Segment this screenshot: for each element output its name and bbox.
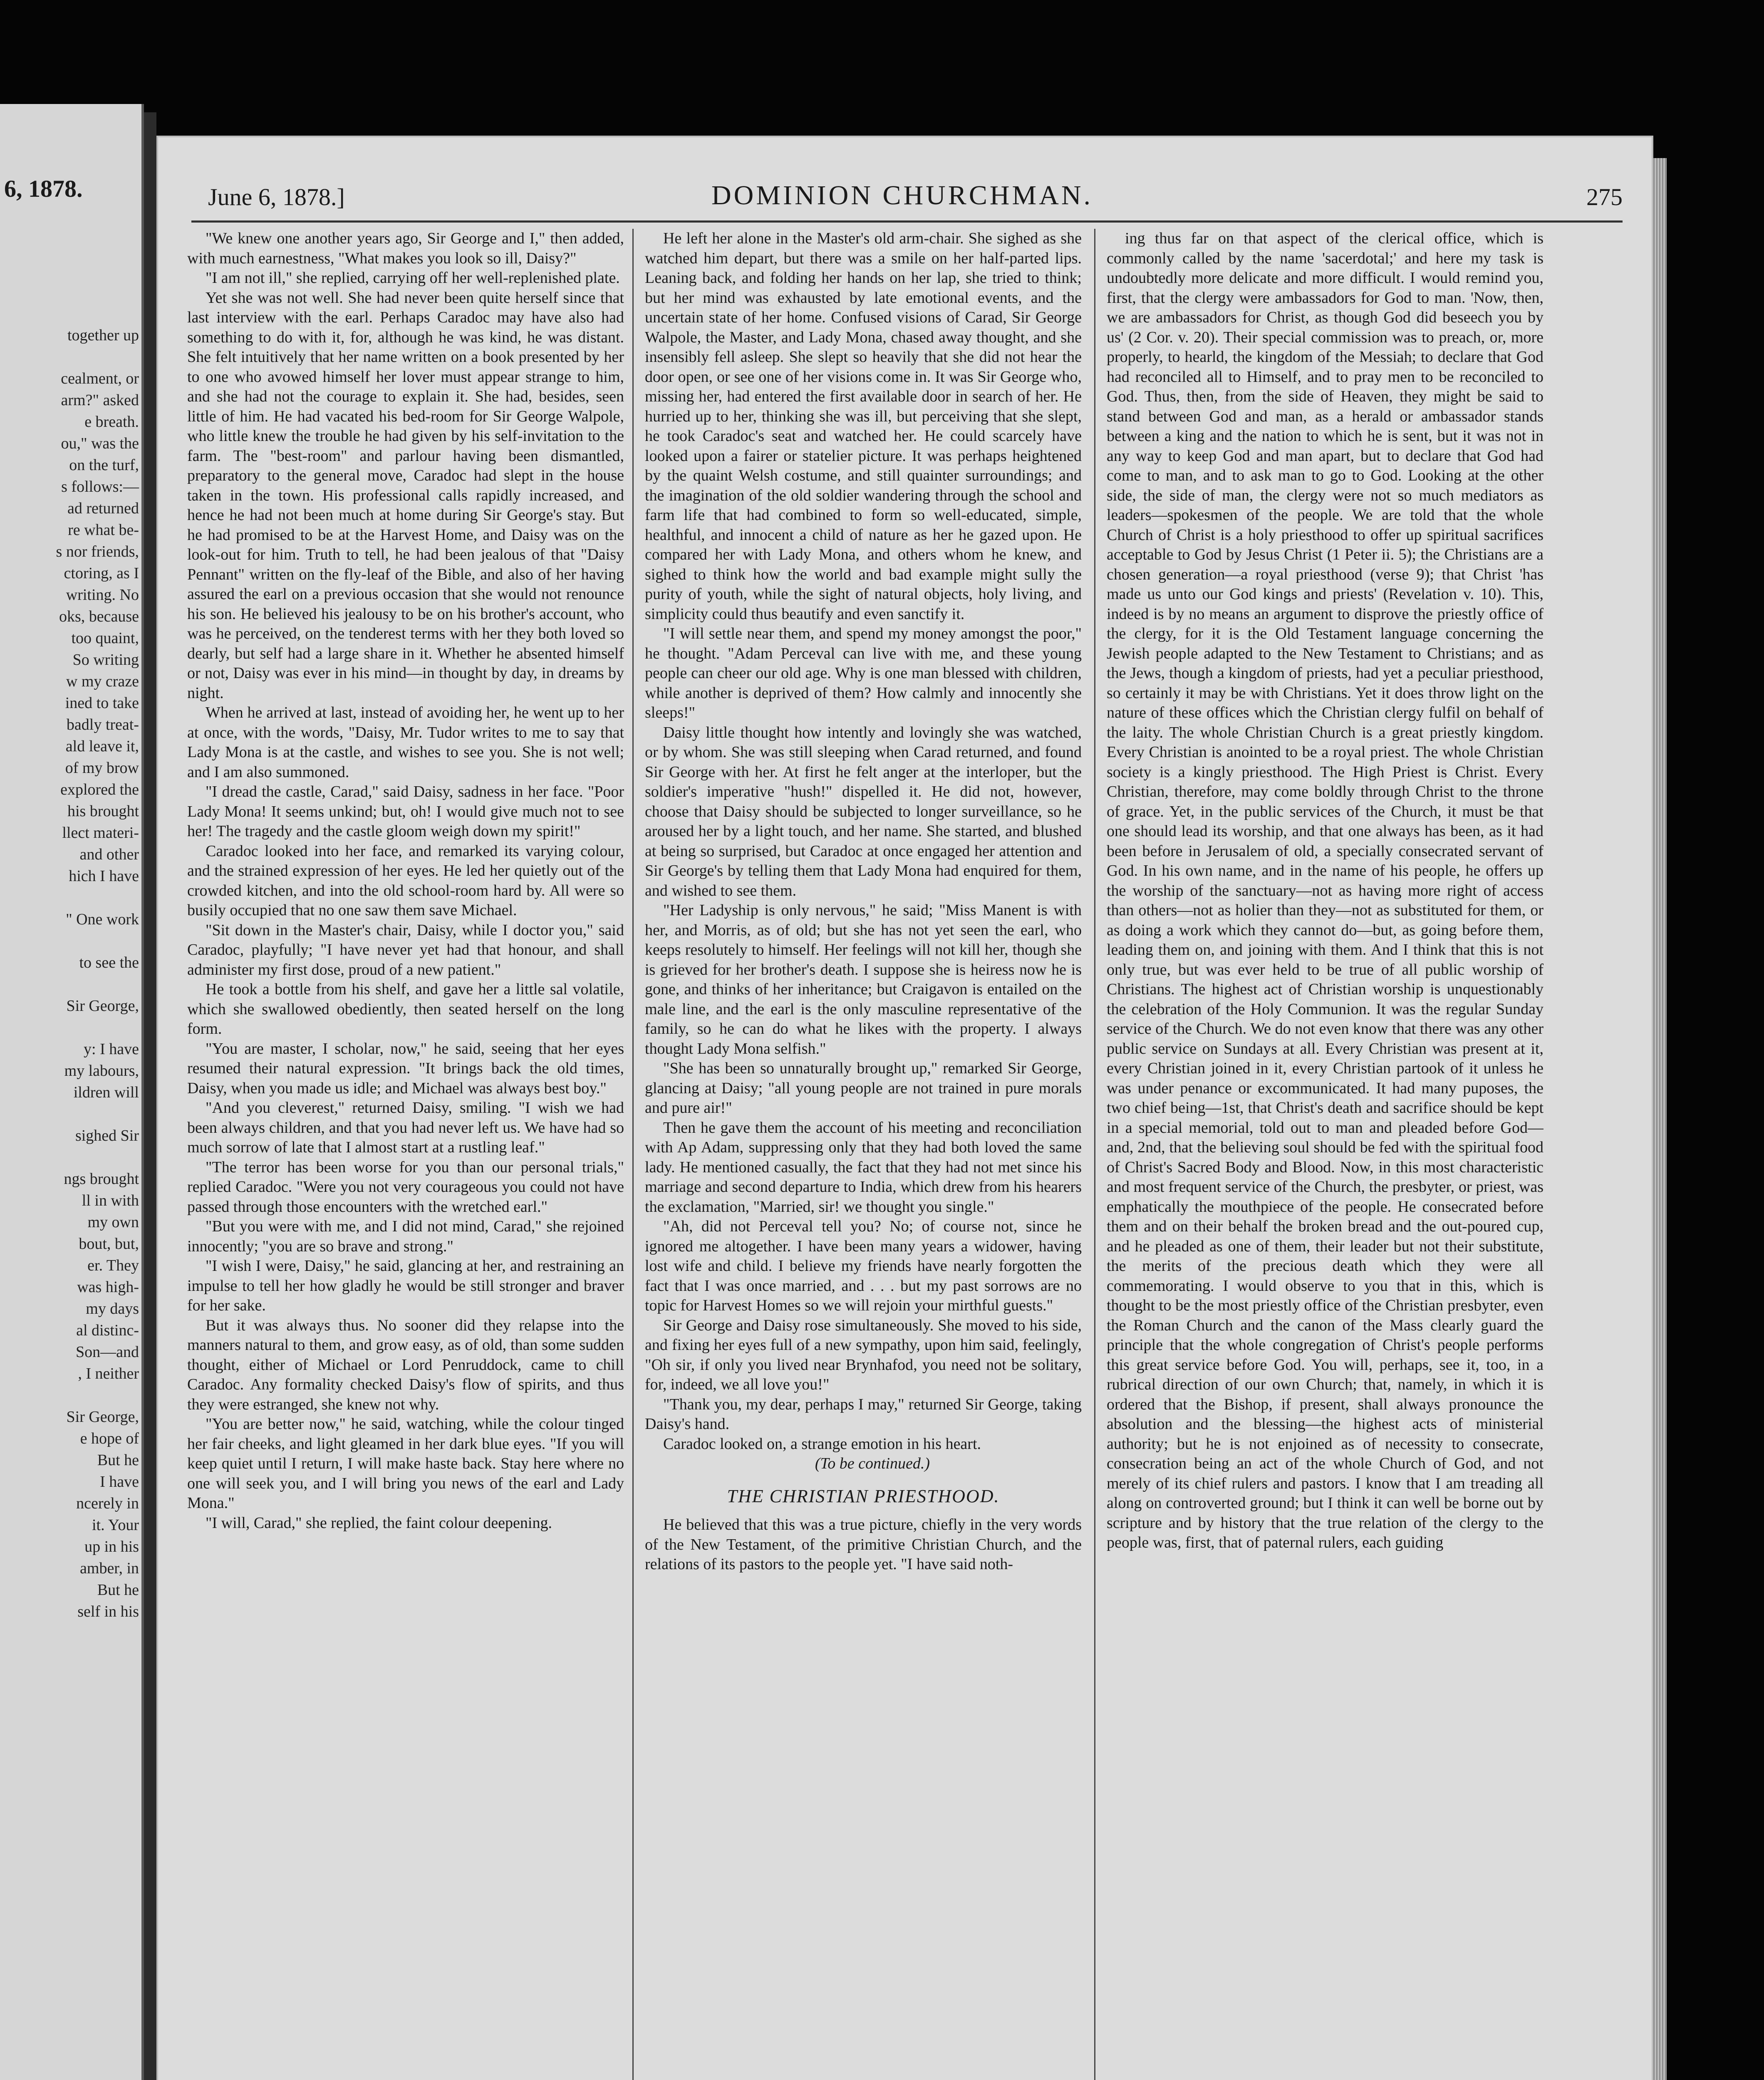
- masthead-title: DOMINION CHURCHMAN.: [711, 180, 1093, 210]
- paragraph: He believed that this was a true picture, chiefly in the very words of the New Testament, of the primitive Christian Church, and the relations of its pastors to the people yet. "I have said noth-: [645, 1516, 1082, 1573]
- previous-page-line: er. They: [87, 1257, 139, 1274]
- paragraph: "I am not ill," she replied, carrying off her well-replenished plate.: [206, 269, 620, 287]
- previous-page-line: ngs brought: [64, 1170, 139, 1188]
- previous-page-line: bout, but,: [79, 1235, 139, 1253]
- book-spine: [144, 112, 156, 2080]
- previous-page-line: and other: [79, 846, 139, 863]
- paragraph: When he arrived at last, instead of avoiding her, he went up to her at once, with the words, "Daisy, Mr. Tudor writes to me to say that Lady Mona is at the castle, and wishes to see you. She is not well; and I am also summoned.: [187, 704, 624, 781]
- previous-page-line: ined to take: [65, 694, 139, 712]
- paragraph: "I dread the castle, Carad," said Daisy, sadness in her face. "Poor Lady Mona! It seems unkind; but, oh! I would give much not to see her! The tragedy and the castle gloom weigh down my spirit!": [187, 783, 624, 840]
- previous-page-line: hich I have: [69, 867, 139, 885]
- previous-page-line: my labours,: [64, 1062, 139, 1080]
- previous-page-line: badly treat-: [66, 716, 139, 733]
- previous-page-line: my days: [86, 1300, 139, 1317]
- to-be-continued: (To be continued.): [815, 1455, 930, 1472]
- previous-page-line: , I neither: [78, 1365, 139, 1382]
- previous-page-line: ctoring, as I: [64, 565, 139, 582]
- previous-page-line: [2, 346, 139, 368]
- previous-page-line: amber, in: [80, 1560, 139, 1577]
- paragraph: "We knew one another years ago, Sir George and I," then added, with much earnestness, "What makes you look so ill, Daisy?": [187, 230, 624, 267]
- paragraph: Yet she was not well. She had never been quite herself since that last interview with the earl. Perhaps Caradoc may have also had something to do with it, for, although he was kind, he was distant. She felt intuitively that her name written on a book presented by her to one who avowed himself her lover must appear strange to him, and she had not the courage to explain it. She had, besides, seen little of him. He had vacated his bed-room for Sir George Walpole, who little knew the trouble he had given by his self-invitation to the farm. The "best-room" and parlour having been dismantled, preparatory to the general move, Caradoc had slept in the house taken in the town. His professional calls rapidly increased, and hence he had not been much at home during Sir George's stay. But he had promised to be at the Harvest Home, and Daisy was on the look-out for him. Truth to tell, he had been jealous of that "Daisy Pennant" written on the fly-leaf of the Bible, and also of her having assured the earl on a previous occasion that she would not renounce his son. He believed his jealousy to be on his brother's account, who was he perceived, on the tenderest terms with her they both loved so dearly, but self had a large share in it. Whether he absented himself or not, Daisy was ever in his mind—in thought by day, in dreams by night.: [187, 289, 624, 702]
- paragraph: "Ah, did not Perceval tell you? No; of course not, since he ignored me altogether. I have been many years a widower, having lost wife and child. I believe my friends have nearly forgotten the fact that I was once married, and . . . but my past sorrows are no topic for Harvest Homes so we will rejoin your mirthful guests.": [645, 1218, 1082, 1314]
- paragraph: He left her alone in the Master's old arm-chair. She sighed as she watched him depart, but there was a smile on her half-parted lips. Leaning back, and folding her hands on her lap, she tried to think; but her mind was exhausted by late emotional events, and the uncertain state of her home. Confused visions of Carad, Sir George Walpole, the Master, and Lady Mona, chased away thought, and she insensibly fell asleep. She slept so heavily that she did not hear the door open, or see one of her visions come in. It was Sir George who, missing her, had entered the first available door in search of her. He hurried up to her, thinking she was ill, but perceiving that she slept, he took Caradoc's seat and watched her. He could scarcely have looked upon a fairer or statelier picture. It was perhaps heightened by the quaint Welsh costume, and still quainter surroundings; and the imagination of the old soldier wandering through the school and farm life that had combined to form so well-educated, simple, healthful, and innocent a child of nature as her he gazed upon. He compared her with Lady Mona, and others whom he knew, and sighed to think how the world and bad example might sully the purity of youth, while the sight of natural objects, holy living, and simplicity could thus beautify and even sanctify it.: [645, 230, 1082, 623]
- previous-page-line: ad returned: [67, 500, 139, 517]
- previous-page-line: self in his: [77, 1603, 139, 1620]
- column-divider-1: [632, 229, 634, 2080]
- previous-page-line: s follows:—: [61, 478, 139, 495]
- previous-page-line: Sir George,: [66, 997, 139, 1015]
- previous-page-line: But he: [97, 1451, 139, 1469]
- previous-page-line: explored the: [60, 781, 139, 798]
- paragraph: ing thus far on that aspect of the clerical office, which is commonly called by the name 'sacerdotal;' and here my task is undoubtedly more delicate and more difficult. I would remind you, first, that the clergy were ambassadors for God to man. 'Now, then, we are ambassadors for Christ, as though God did beseech you by us' (2 Cor. v. 20). Their special commission was to preach, or, more properly, to hearld, the kingdom of the Messiah; to declare that God had reconciled all to Himself, and to pray men to be reconciled to God. Thus, then, from the side of Heaven, they might be said to stand between God and man, as a herald or ambassador stands between a king and the nation to which he is sent, but it was not in any way to keep God and man apart, but to declare that God had come to man, and to ask man to go to God. Looking at the other side, the side of man, the clergy were not so much mediators as leaders—spokesmen of the people. We are told that the whole Church of Christ is a holy priesthood to offer up spiritual sacrifices acceptable to God by Jesus Christ (1 Peter ii. 5); the Christians are a chosen generation—a royal priesthood (verse 9); that Christ 'has made us unto our God kings and priests' (Revelation v. 10). This, indeed is by no means an argument to disprove the priestly office of the clergy, for it is the Old Testament language concerning the Jewish people adapted to the New Testament to Christians; and as the Jews, though a kingdom of priests, had yet a peculiar priesthood, so certainly it may be with Christians. Yet it does throw light on the nature of these offices which the Christian clergy fulfil on behalf of the laity. The whole Christian Church is a great priestly kingdom. Every Christian is anointed to be a royal priest. The whole Christian society is a kingly priesthood. The High Priest is Christ. Every Christian, therefore, may come boldly through Christ to the throne of grace. Yet, in the public services of the Church, it must be that one should lead its worship, and that one always has been, as it had been before in Jerusalem of old, a specially consecrated servant of God. In his own name, and in the name of his people, he offers up the worship of the sanctuary—not as having more right of access than others—not as holier than they—not as substituted for them, or as doing a work which they cannot do—but, as going before them, leading them on, and joining with them. And I think that this is not only true, but was ever held to be true of all public worship of Christians. The highest act of Christian worship is unquestionably the celebration of the Holy Communion. It was the regular Sunday service of the Church. We do not even know that there was any other public service on Sundays at all. Every Christian was present at it, every Christian joined in it, every Christian partook of it unless he was under penance or excommunicated. It had many puposes, the two chief being—1st, that Christ's death and sacrifice should be kept in a special memorial, told out to man and pleaded before God—and, 2nd, that the believing soul should be fed with the spiritual food of Christ's Sacred Body and Blood. Now, in this most characteristic and most frequent service of the Church, the presbyter, or priest, was emphatically the mouthpiece of the people. He consecrated before them and on their behalf the broken bread and the out-poured cup, and he pleaded as one of them, their leader but not their substitute, the merits of the precious death which they were all commemorating. I would observe to you that in this, which is thought to be the most priestly office of the Christian presbyter, even the Roman Church and the canon of the Mass clearly guard the principle that the whole congregation of Christ's people performs this great service before God. You will, perhaps, see it, too, in a rubrical direction of our own Church; that, namely, in which it is ordered that the Bishop, if present, shall always pronounce the absolution and the blessing—the highest acts of ministerial authority; but he is not enjoined as of necessity to consecrate, consecration being an act of the whole Church of God, and not merely of its chief rulers and pastors. I know that I am treading all along on controverted ground; but I think it can well be borne out by scripture and by history that the true relation of the clergy to the people was, first, that of paternal rulers, each guiding: [1107, 230, 1544, 1551]
- paragraph: "And you cleverest," returned Daisy, smiling. "I wish we had been always children, and that you had never left us. We have had so much sorrow of late that I almost start at a rustling leaf.": [187, 1099, 624, 1156]
- paragraph: "Thank you, my dear, perhaps I may," returned Sir George, taking Daisy's hand.: [645, 1395, 1082, 1433]
- previous-page-line: [2, 1103, 139, 1125]
- article-body: [645, 1515, 1082, 1575]
- previous-page-line: my own: [87, 1213, 139, 1231]
- previous-page-folio: 6, 1878.: [4, 175, 83, 202]
- paragraph: But it was always thus. No sooner did they relapse into the manners natural to them, and grow easy, as of old, than some sudden thought, either of Michael or Lord Penruddock, came to chill Caradoc. Any formality checked Daisy's flow of spirits, and thus they were estranged, she knew not why.: [187, 1316, 624, 1413]
- paragraph: Then he gave them the account of his meeting and reconciliation with Ap Adam, suppressing only that they had both loved the same lady. He mentioned casually, the fact that they had not met since his marriage and second departure to India, which drew from his hearers the exclamation, "Married, sir! we thought you single.": [645, 1119, 1082, 1216]
- previous-page-line: I have: [100, 1473, 139, 1491]
- previous-page-line: sighed Sir: [75, 1127, 139, 1144]
- column-divider-2: [1094, 229, 1095, 2080]
- header-rule: [191, 220, 1623, 223]
- previous-page-line: [2, 1146, 139, 1168]
- previous-page-line: writing. No: [66, 586, 139, 604]
- previous-page-line: it. Your: [92, 1516, 139, 1534]
- previous-page-line: together up: [67, 327, 139, 344]
- paragraph: "You are better now," he said, watching, while the colour tinged her fair cheeks, and light gleamed in her dark blue eyes. "If you will keep quiet until I return, I will make haste back. Stay here where no one will seek you, and I will bring you news of the earl and Lady Mona.": [187, 1415, 624, 1512]
- previous-page-line: [2, 930, 139, 952]
- paragraph: "She has been so unnaturally brought up," remarked Sir George, glancing at Daisy; "all young people are not trained in pure morals and pure air!": [645, 1060, 1082, 1117]
- previous-page-line: y: I have: [84, 1040, 139, 1058]
- paragraph: Caradoc looked on, a strange emotion in his heart.: [663, 1435, 981, 1453]
- newspaper-page: [158, 137, 1652, 2080]
- paragraph: "I wish I were, Daisy," he said, glancing at her, and restraining an impulse to tell her how gladly he would be still stronger and braver for her sake.: [187, 1257, 624, 1314]
- paragraph: "I will settle near them, and spend my money amongst the poor," he thought. "Adam Perceval can live with me, and these young people can cheer our old age. Why is one man blessed with children, while another is deprived of them? How calmly and innocently she sleeps!": [645, 625, 1082, 721]
- page-edge: [1652, 158, 1667, 2080]
- paragraph: Caradoc looked into her face, and remarked its varying colour, and the strained expression of her eyes. He led her quietly out of the crowded kitchen, and into the old school-room hard by. All were so busily occupied that no one saw them save Michael.: [187, 842, 624, 919]
- previous-page-line: Sir George,: [66, 1408, 139, 1426]
- previous-page-line: llect materi-: [62, 824, 139, 842]
- previous-page-line: ll in with: [82, 1192, 139, 1209]
- previous-page-line: al distinc-: [76, 1322, 139, 1339]
- previous-page-line: [2, 1384, 139, 1406]
- previous-page-line: arm?" asked: [61, 391, 139, 409]
- paragraph: He took a bottle from his shelf, and gave her a little sal volatile, which she swallowed obediently, then seated herself on the long form.: [187, 981, 624, 1038]
- previous-page-line: [2, 1017, 139, 1038]
- previous-page-line: cealment, or: [61, 370, 139, 387]
- previous-page-line: e hope of: [80, 1430, 139, 1447]
- previous-page-line: too quaint,: [71, 629, 139, 647]
- previous-page-line: was high-: [77, 1278, 139, 1296]
- previous-page-line: ildren will: [73, 1084, 139, 1101]
- paragraph: "I will, Carad," she replied, the faint colour deepening.: [206, 1514, 552, 1532]
- previous-page-line: oks, because: [59, 608, 139, 625]
- column-1: [187, 229, 624, 2080]
- previous-page-line: w my craze: [66, 673, 139, 690]
- previous-page-line: re what be-: [68, 521, 139, 539]
- previous-page-line: e breath.: [84, 413, 139, 431]
- paragraph: "Sit down in the Master's chair, Daisy, while I doctor you," said Caradoc, playfully; "I have never yet had that honour, and shall administer my first dose, proud of a new patient.": [187, 921, 624, 978]
- paragraph: Sir George and Daisy rose simultaneously. She moved to his side, and fixing her eyes full of a new sympathy, upon him said, feelingly, "Oh sir, if only you lived near Brynhafod, you need not be solitary, for, indeed, we all love you!": [645, 1316, 1082, 1393]
- previous-page-line: up in his: [84, 1538, 139, 1555]
- paragraph: Daisy little thought how intently and lovingly she was watched, or by whom. She was still sleeping when Carad returned, and found Sir George with her. At first he felt anger at the interloper, but the soldier's imperative "hush!" dispelled it. He did not, however, choose that Daisy should be subjected to longer surveillance, so he aroused her by a light touch, and her name. She started, and blushed at being so surprised, but Caradoc at once engaged her attention and Sir George's by telling them that Lady Mona had enquired for them, and wished to see them.: [645, 723, 1082, 899]
- paragraph: "The terror has been worse for you than our personal trials," replied Caradoc. "Were you not very courageous you could not have passed through those encounters with the wretched earl.": [187, 1158, 624, 1216]
- column-3: [1107, 229, 1544, 2080]
- article-heading: THE CHRISTIAN PRIESTHOOD.: [727, 1486, 1000, 1506]
- previous-page-fragment: [0, 104, 144, 2080]
- previous-page-line: to see the: [79, 954, 139, 971]
- page-header: [191, 175, 1623, 212]
- previous-page-line: on the turf,: [69, 456, 139, 474]
- previous-page-line: ou," was the: [61, 435, 139, 452]
- previous-page-line: his brought: [67, 802, 139, 820]
- previous-page-line: ald leave it,: [65, 738, 139, 755]
- previous-page-line: " One work: [66, 911, 139, 928]
- paragraph: "Her Ladyship is only nervous," he said; "Miss Manent is with her, and Morris, as of old; but she has not yet seen the earl, who keeps resolutely to himself. Her feelings will not kill her, though she is grieved for her brother's death. I suppose she is heiress now he is gone, and thinks of her inheritance; but Craigavon is entailed on the male line, and the earl is the only masculine representative of the family, so he can do what he likes with the property. I always thought Lady Mona selfish.": [645, 901, 1082, 1057]
- previous-page-text-fragments: [2, 324, 139, 1622]
- page-number: 275: [1586, 183, 1623, 210]
- previous-page-line: So writing: [72, 651, 139, 669]
- paragraph: "But you were with me, and I did not mind, Carad," she rejoined innocently; "you are so brave and strong.": [187, 1218, 624, 1255]
- previous-page-line: [2, 973, 139, 995]
- column-2: [645, 229, 1082, 2080]
- previous-page-line: of my brow: [65, 759, 139, 777]
- issue-date: June 6, 1878.]: [208, 183, 345, 210]
- paragraph: "You are master, I scholar, now," he said, seeing that her eyes resumed their natural expression. "It brings back the old times, Daisy, when you made us idle; and Michael was always best boy.": [187, 1040, 624, 1097]
- previous-page-line: [2, 887, 139, 909]
- previous-page-line: Son—and: [76, 1343, 139, 1361]
- story-continuation: [645, 229, 1082, 1454]
- previous-page-line: ncerely in: [76, 1495, 139, 1512]
- previous-page-line: But he: [97, 1581, 139, 1599]
- previous-page-line: s nor friends,: [56, 543, 139, 560]
